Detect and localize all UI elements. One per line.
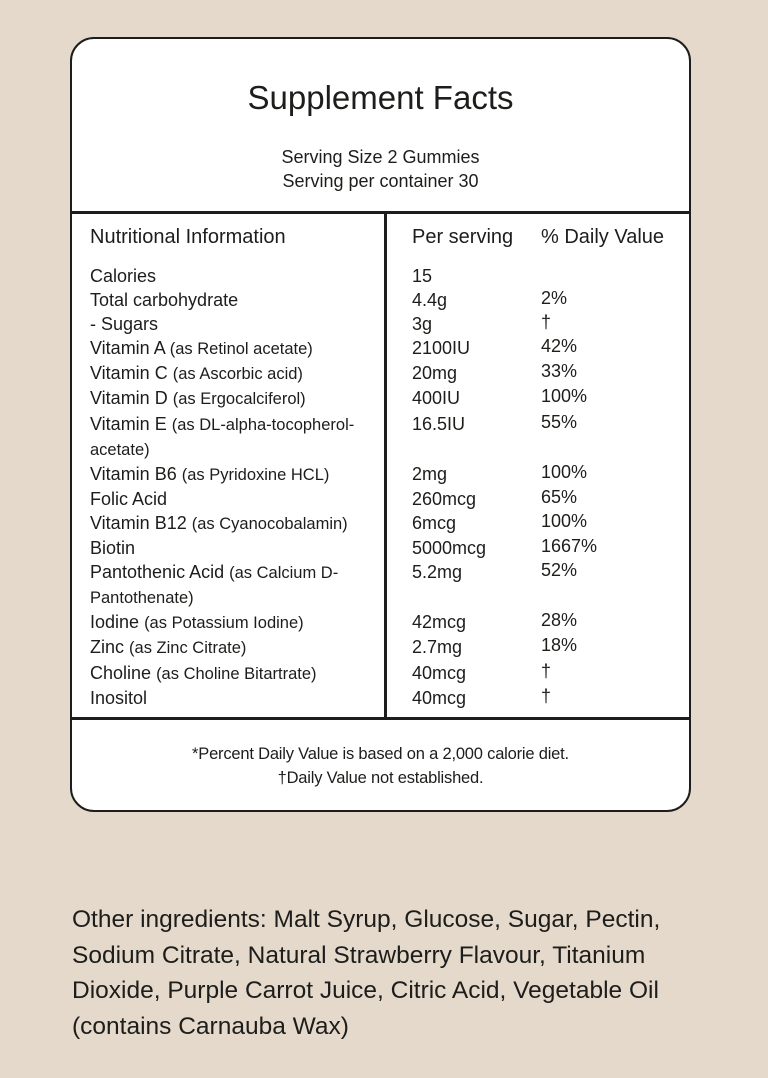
nutrient-source: (as Zinc Citrate) [129,639,247,658]
per-serving-column-header: Per serving [412,226,514,248]
daily-value-percent: † [541,685,552,706]
per-serving-amount: 42mcg [412,612,467,633]
table-row [72,487,689,511]
per-serving-amount: 15 [412,266,433,286]
nutrient-source: (as Choline Bitartrate) [156,664,317,683]
per-serving-amount: 2100IU [412,338,471,359]
daily-value-percent: 1667% [541,536,598,557]
nutrient-name-cell [90,386,380,411]
daily-value-percent: 100% [541,386,588,407]
nutrient-name: Vitamin D [90,388,168,409]
nutrient-name-cell [90,635,380,660]
daily-value-percent: 42% [541,336,578,357]
daily-value-percent: 52% [541,560,578,581]
daily-value-percent: 55% [541,411,578,432]
daily-value-percent: † [541,312,552,333]
per-serving-amount: 5000mcg [412,538,487,559]
table-row [72,536,689,560]
daily-value-percent: 28% [541,610,578,631]
table-row [72,361,689,386]
daily-value-percent: 2% [541,288,568,309]
label-title: Supplement Facts [247,79,514,116]
table-row [72,511,689,536]
nutrient-source: (as Pyridoxine HCL) [181,465,330,484]
daily-value-percent: 18% [541,635,578,656]
nutrient-name: Biotin [90,538,136,559]
daily-value-percent: 100% [541,510,588,531]
nutrient-name-cell [90,412,380,462]
other-ingredients: Other ingredients: Malt Syrup, Glucose, Sugar, Pectin, Sodium Citrate, Natural Strawberry Flavour, Titanium Dioxide, Purple Carrot Juice, Citric Acid, Vegetable Oil (contains Carnauba Wax) [72,906,661,1040]
nutrient-name-cell [90,288,380,312]
table-bottom-divider [72,717,689,720]
table-row [72,312,689,336]
table-row [72,560,689,610]
table-top-divider [72,211,689,214]
per-serving-amount: 6mcg [412,512,457,533]
nutrient-name-cell [90,462,380,487]
nutrient-name-cell [90,610,380,635]
per-serving-amount: 2.7mg [412,637,463,658]
nutrient-source: (as Ascorbic acid) [172,365,303,384]
daily-value-percent: † [541,660,552,681]
nutrient-name: Vitamin A [90,338,165,359]
nutrient-name-cell [90,560,380,610]
nutrient-name: Vitamin C [90,363,168,384]
table-row [72,386,689,411]
nutrient-table [72,264,689,710]
nutrient-name: Iodine [90,612,140,633]
per-serving-amount: 40mcg [412,662,467,683]
table-row [72,686,689,710]
daily-value-percent: 65% [541,486,578,507]
nutrient-name-cell [90,312,380,336]
daily-value-percent: 33% [541,361,578,382]
per-serving-amount: 2mg [412,463,448,484]
servings-per-container: Serving per container 30 [282,171,479,191]
table-row [72,635,689,660]
nutrient-name: Inositol [90,687,148,708]
per-serving-amount: 5.2mg [412,562,463,583]
nutrient-name: Vitamin E [90,413,167,434]
nutrient-source: (as Retinol acetate) [169,340,313,359]
daily-value-column-header: % Daily Value [541,226,665,248]
table-row [72,661,689,686]
nutrient-name: Pantothenic Acid [90,562,225,583]
daily-value-percent: 100% [541,461,588,482]
nutrient-name-cell [90,661,380,686]
dagger-footnote: †Daily Value not established. [277,769,484,787]
nutrient-source: (as Potassium Iodine) [144,614,304,633]
per-serving-amount: 40mcg [412,687,467,708]
nutrient-name-cell [90,487,380,511]
supplement-facts-panel [70,37,691,812]
table-row [72,462,689,487]
nutrient-name: Calories [90,266,157,286]
nutrient-source: (as Cyanocobalamin) [191,514,348,533]
daily-value-footnote: *Percent Daily Value is based on a 2,000 calorie diet. [192,745,569,763]
nutrient-name: Choline [90,662,152,683]
nutrient-name-cell [90,264,380,288]
nutrient-source: (as DL-alpha-tocopherol-acetate) [90,415,355,459]
nutrient-name: Vitamin B12 [90,512,187,533]
nutrient-name-cell [90,336,380,361]
per-serving-amount: 20mg [412,363,458,384]
serving-size: Serving Size 2 Gummies [281,147,480,167]
nutrient-name: Vitamin B6 [90,463,177,484]
table-row [72,610,689,635]
nutrient-name-cell [90,686,380,710]
per-serving-amount: 3g [412,314,433,335]
nutrient-name: Folic Acid [90,488,168,509]
nutrient-name-cell [90,511,380,536]
nutrient-source: (as Ergocalciferol) [172,390,306,409]
table-row [72,412,689,462]
per-serving-amount: 260mcg [412,488,477,509]
nutrient-name-cell [90,536,380,560]
nutrient-name: - Sugars [90,314,159,335]
per-serving-amount: 400IU [412,388,461,409]
table-row [72,288,689,312]
per-serving-amount: 4.4g [412,290,448,311]
table-row [72,336,689,361]
nutrient-name: Total carbohydrate [90,290,239,311]
per-serving-amount: 16.5IU [412,413,466,434]
nutrient-name-cell [90,361,380,386]
nutrient-source: (as Calcium D-Pantothenate) [90,564,339,608]
nutrient-name: Zinc [90,637,125,658]
nutrient-column-header: Nutritional Information [90,226,286,248]
table-row [72,264,689,288]
